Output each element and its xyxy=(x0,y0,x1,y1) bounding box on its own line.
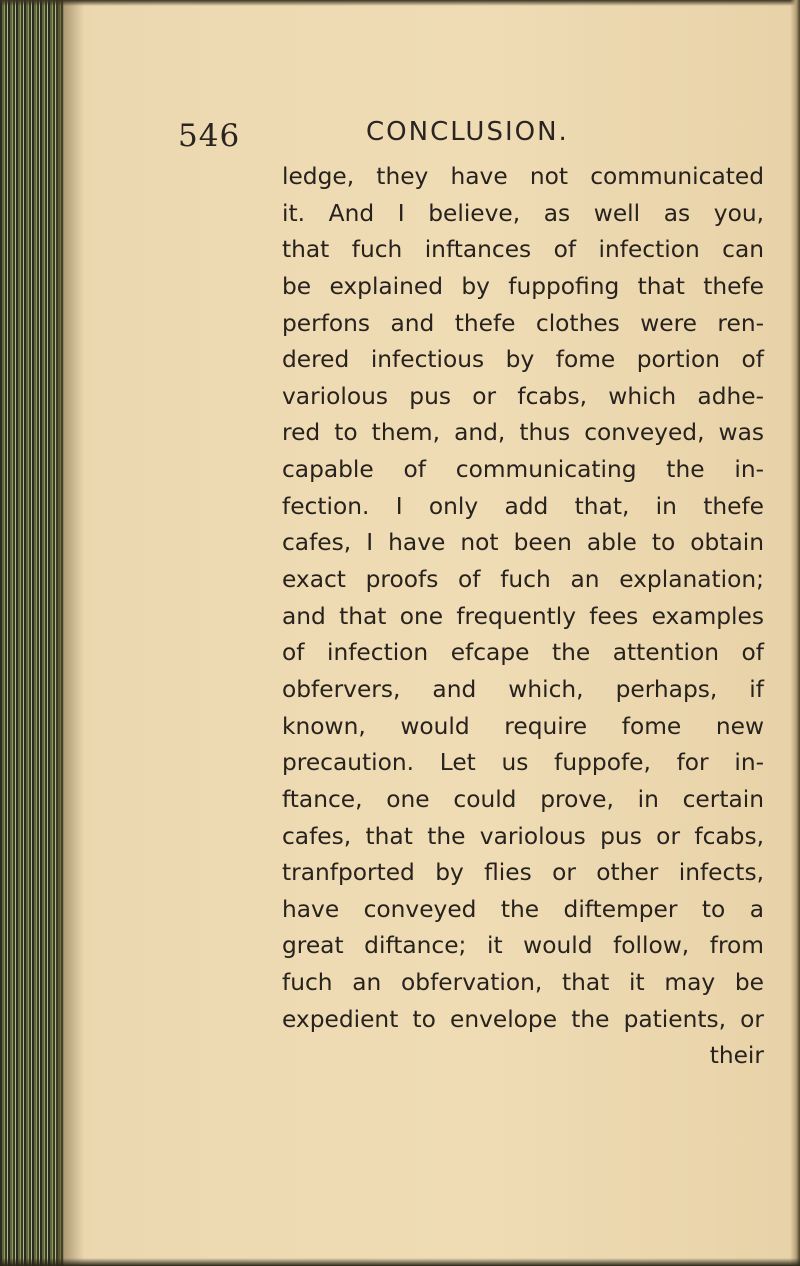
text-line: capable of communicating the in- xyxy=(282,456,764,484)
text-line: ledge, they have not communicated xyxy=(282,163,764,190)
book-binding xyxy=(0,0,64,1266)
text-line: fuch an obfervation, that it may be xyxy=(282,969,764,997)
text-line: exact proofs of fuch an explanation; xyxy=(282,566,764,594)
text-line: it. And I believe, as well as you, xyxy=(282,199,764,227)
text-line: perfons and thefe clothes were ren- xyxy=(282,309,764,337)
text-line: that fuch inftances of infection can xyxy=(282,236,764,264)
text-line: be explained by fuppofing that thefe xyxy=(282,272,764,300)
text-line: red to them, and, thus conveyed, was xyxy=(282,419,764,447)
text-line: variolous pus or fcabs, which adhe- xyxy=(282,382,764,410)
running-head: CONCLUSION. xyxy=(366,117,569,147)
text-line: tranfported by flies or other infects, xyxy=(282,859,764,887)
page-number: 546 xyxy=(178,118,241,154)
text-line: ftance, one could prove, in certain xyxy=(282,785,764,813)
page-top-edge xyxy=(0,0,800,6)
catchword: their xyxy=(709,1042,764,1070)
page-right-edge xyxy=(790,0,800,1266)
text-line: great diftance; it would follow, from xyxy=(282,932,764,960)
text-line: known, would require fome new xyxy=(282,712,764,740)
body-text xyxy=(282,159,764,1075)
text-line: have conveyed the diftemper to a xyxy=(282,895,764,923)
text-line: precaution. Let us fuppofe, for in- xyxy=(282,749,764,777)
text-line: and that one frequently fees examples xyxy=(282,602,764,630)
text-line: cafes, I have not been able to obtain xyxy=(282,529,764,557)
text-line: fection. I only add that, in thefe xyxy=(282,492,764,520)
page-bottom-edge xyxy=(0,1258,800,1266)
text-line: dered infectious by fome portion of xyxy=(282,346,764,374)
gutter-shadow xyxy=(56,0,84,1266)
text-line: obfervers, and which, perhaps, if xyxy=(282,675,764,703)
text-line: of infection efcape the attention of xyxy=(282,639,764,667)
text-line: expedient to envelope the patients, or xyxy=(282,1005,764,1033)
text-line: cafes, that the variolous pus or fcabs, xyxy=(282,822,764,850)
